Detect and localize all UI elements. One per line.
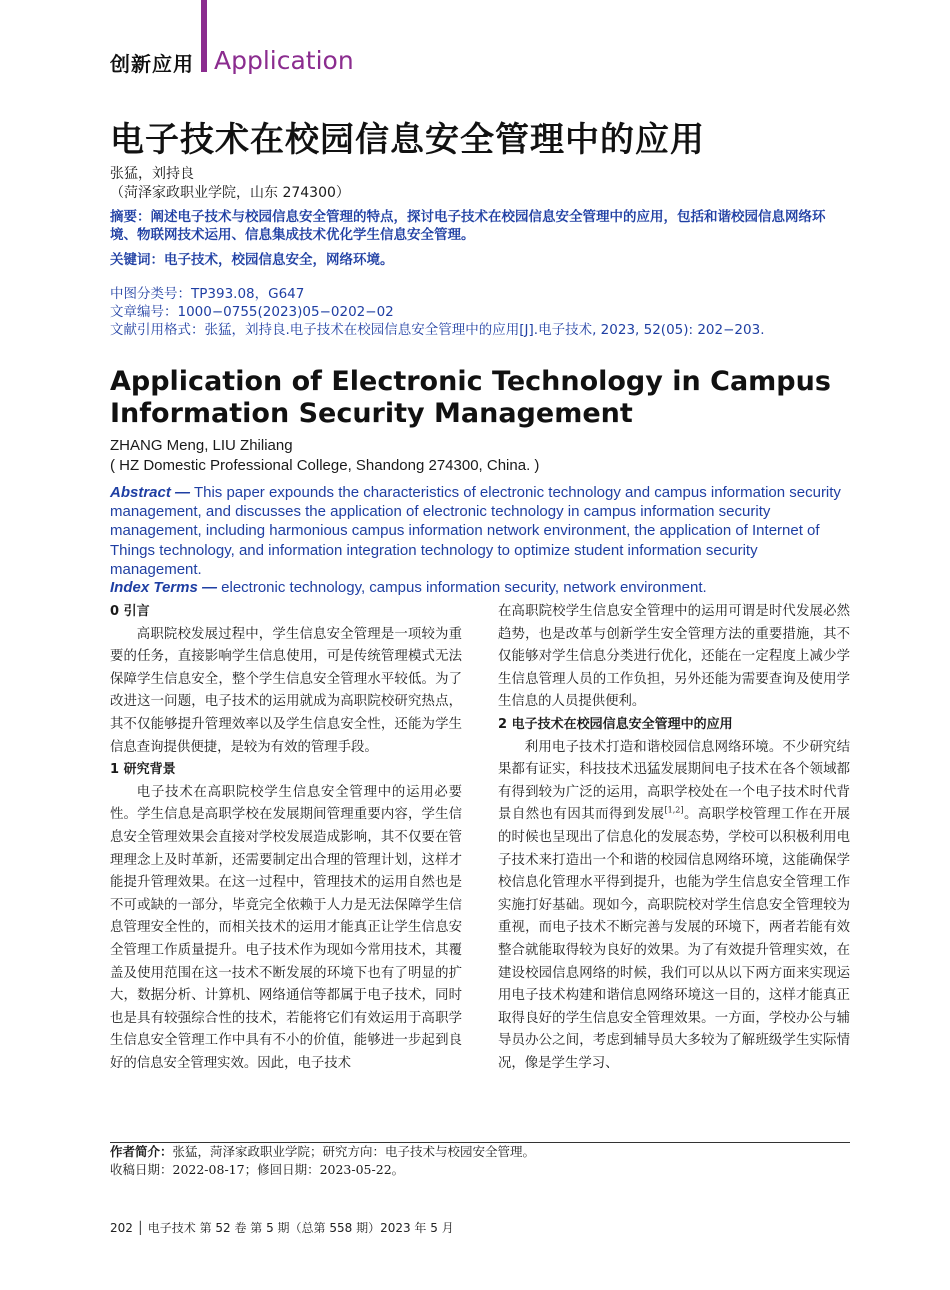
paragraph-application-part1: 利用电子技术打造和谐校园信息网络环境。不少研究结果都有证实，科技技术迅猛发展期间电子技术在各个领域都有得到较为广泛的运用，高职学校处在一个电子技术时代背景自然也有因其而得到发展 [498, 739, 850, 823]
paragraph-intro: 高职院校发展过程中，学生信息安全管理是一项较为重要的任务，直接影响学生信息使用，可是传统管理模式无法保障学生信息安全，整个学生信息安全管理水平较低。为了改进这一问题，电子技术的运用就成为高职院校研究热点，其不仅能够提升管理效率以及学生信息安全性，还能为学生信息查询提供便捷，是较为有效的管理手段。 [110, 626, 462, 755]
affiliation-en: ( HZ Domestic Professional College, Shandong 274300, China. ) [110, 457, 540, 474]
author-bio-text: 张猛，菏泽家政职业学院；研究方向：电子技术与校园安全管理。 [172, 1144, 536, 1159]
clc-number: 中图分类号：TP393.08，G647 [110, 286, 305, 302]
section-heading-background: 1 研究背景 [110, 762, 176, 778]
index-terms-label: Index Terms — [110, 579, 217, 596]
abstract-en-text: This paper expounds the characteristics of electronic technology and campus information security management, and discusses the application of electronic technology in campus information security management, including harmonious campus information network environment, the application of Internet of Things technology, and information integration technology to optimize student information security management. [110, 484, 841, 578]
index-terms [110, 579, 846, 596]
index-terms-text: electronic technology, campus information security, network environment. [221, 579, 707, 596]
paragraph-continued: 在高职院校学生信息安全管理中的运用可谓是时代发展必然趋势，也是改革与创新学生安全管理方法的重要措施，其不仅能够对学生信息分类进行优化，还能在一定程度上减少学生信息管理人员的工作负担，另外还能为需要查询及使用学生信息的人员提供便利。 [498, 604, 850, 710]
keywords-cn: 关键词：电子技术，校园信息安全，网络环境。 [110, 252, 394, 268]
paragraph-application [498, 737, 850, 1076]
abstract-cn: 摘要：阐述电子技术与校园信息安全管理的特点，探讨电子技术在校园信息安全管理中的应用，包括和谐校园信息网络环境、物联网技术运用、信息集成技术优化学生信息安全管理。 [110, 209, 826, 243]
abstract-en-label: Abstract — [110, 484, 191, 501]
body-right-column [498, 601, 850, 1075]
authors-en: ZHANG Meng, LIU Zhiliang [110, 437, 293, 454]
paragraph-background: 电子技术在高职院校学生信息安全管理中的运用必要性。学生信息是高职学校在发展期间管理重要内容，学生信息安全管理效果会直接对学校发展造成影响，其不仅要在管理理念上及时革新，还需要制定出合理的管理计划，这样才能提升管理效果。在这一过程中，管理技术的运用自然也是不可或缺的一部分，毕竟完全依赖于人力是无法保障学生信息管理安全性的，而相关技术的运用才能真正让学生信息安全管理工作质量提升。电子技术作为现如今常用技术，其覆盖及使用范围在这一技术不断发展的环境下也有了明显的扩大，数据分析、计算机、网络通信等都属于电子技术，同时也是具有较强综合性的技术，若能将它们有效运用于高职学生信息安全管理工作中具有不小的价值，能够进一步起到良好的信息安全管理实效。因此，电子技术 [110, 784, 462, 1071]
section-label-en: Application [214, 46, 354, 75]
citation-ref: [1,2] [664, 805, 684, 815]
section-heading-application: 2 电子技术在校园信息安全管理中的应用 [498, 716, 733, 732]
page-footer: 202 │ 电子技术 第 52 卷 第 5 期（总第 558 期）2023 年 5 月 [110, 1221, 454, 1235]
article-number: 文章编号：1000−0755(2023)05−0202−02 [110, 304, 394, 320]
authors-cn: 张猛，刘持良 [110, 166, 194, 182]
affiliation-cn: （菏泽家政职业学院，山东 274300） [110, 185, 350, 201]
section-label-cn: 创新应用 [110, 52, 194, 76]
received-dates: 收稿日期：2022-08-17；修回日期：2023-05-22。 [110, 1162, 405, 1177]
paragraph-application-part2: 。高职学校管理工作在开展的时候也呈现出了信息化的发展态势，学校可以积极利用电子技术来打造出一个和谐的校园信息网络环境，这能确保学校信息化管理水平得到提升，也能为学生信息安全管理工作实施打好基础。现如今，高职院校对学生信息安全管理较为重视，而电子技术不断完善与发展的环境下，两者若能有效整合就能取得较为良好的效果。为了有效提升管理实效，在建设校园信息网络的时候，我们可以从以下两方面来实现运用电子技术构建和谐信息网络环境这一目的，这样才能真正取得良好的学生信息安全管理效果。一方面，学校办公与辅导员办公之间，考虑到辅导员大多较为了解班级学生实际情况，像是学生学习、 [498, 807, 850, 1071]
author-bio-label: 作者简介： [110, 1144, 173, 1159]
body-left-column [110, 601, 462, 1075]
paper-title-cn: 电子技术在校园信息安全管理中的应用 [110, 120, 705, 160]
section-heading-intro: 0 引言 [110, 604, 150, 619]
header-divider-bar [201, 0, 207, 72]
citation-format: 文献引用格式：张猛，刘持良.电子技术在校园信息安全管理中的应用[J].电子技术, 2023, 52(05): 202−203. [110, 322, 765, 338]
abstract-en [110, 483, 846, 579]
paper-title-en: Application of Electronic Technology in Campus Information Security Management [110, 366, 831, 429]
author-bio [110, 1143, 535, 1161]
